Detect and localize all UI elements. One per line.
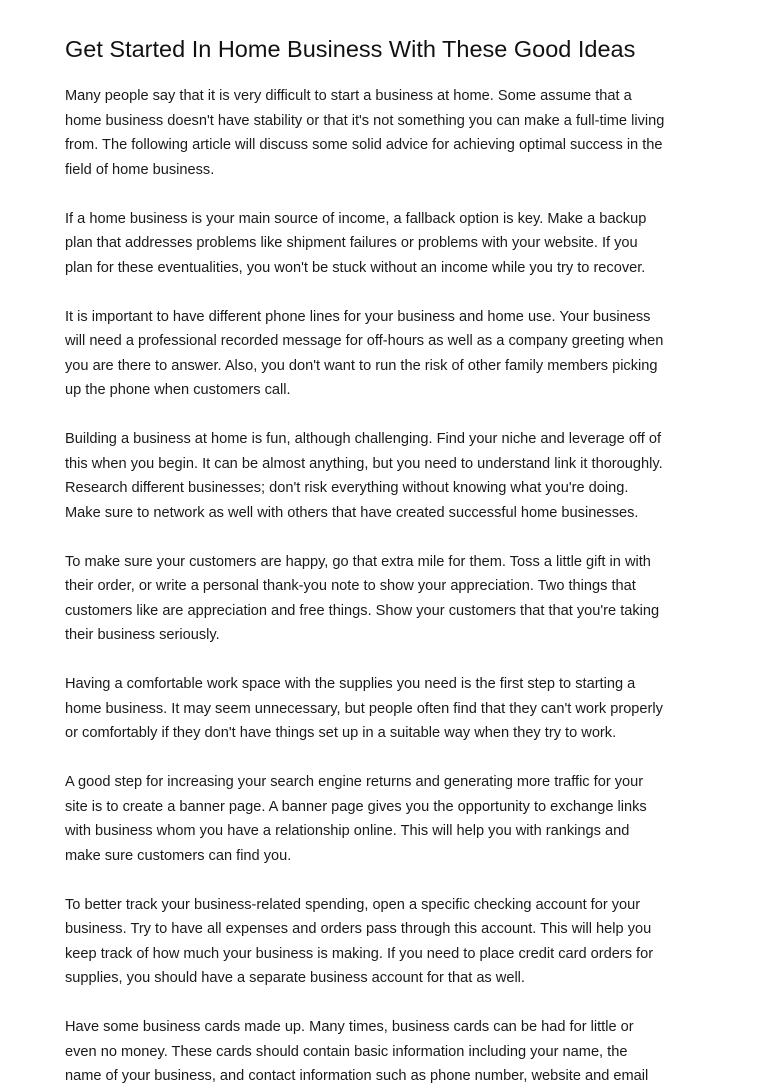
paragraph-line: business. Try to have all expenses and orders pass through this account. This will help you <box>65 921 652 937</box>
paragraph-line: customers like are appreciation and free things. Show your customers that that you're taking <box>65 602 660 619</box>
paragraph <box>65 770 708 868</box>
paragraph-line: will need a professional recorded message for off-hours as well as a company greeting when <box>65 333 664 349</box>
paragraph-line: To make sure your customers are happy, go that extra mile for them. Toss a little gift in with <box>65 553 651 570</box>
paragraph-line: even no money. These cards should contain basic information including your name, the <box>65 1043 628 1060</box>
paragraph-line: you are there to answer. Also, you don't want to run the risk of other family members picking <box>65 357 658 374</box>
paragraph-line: Research different businesses; don't risk everything without knowing what you're doing. <box>65 480 629 496</box>
paragraph-line: Make sure to network as well with others that have created successful home businesses. <box>65 504 639 521</box>
paragraph-line: plan for these eventualities, you won't be stuck without an income while you try to recover. <box>65 259 646 276</box>
paragraph <box>65 550 708 648</box>
paragraph-line: If a home business is your main source of income, a fallback option is key. Make a backup <box>65 210 647 227</box>
paragraph <box>65 427 708 525</box>
paragraph-line: name of your business, and contact information such as phone number, website and email <box>65 1068 649 1084</box>
paragraph <box>65 207 708 281</box>
paragraph-line: Having a comfortable work space with the supplies you need is the first step to starting a <box>65 676 636 692</box>
paragraph-line: keep track of how much your business is making. If you need to place credit card orders for <box>65 945 654 962</box>
paragraph-line: Building a business at home is fun, although challenging. Find your niche and leverage off of <box>65 431 662 447</box>
paragraph-line: this when you begin. It can be almost anything, but you need to understand link it thoroughly. <box>65 455 663 472</box>
paragraph-line: their order, or write a personal thank-you note to show your appreciation. Two things that <box>65 578 636 594</box>
paragraph-line: A good step for increasing your search engine returns and generating more traffic for your <box>65 774 644 790</box>
paragraph <box>65 893 708 991</box>
paragraph-line: plan that addresses problems like shipment failures or problems with your website. If you <box>65 235 638 251</box>
paragraph-line: site is to create a banner page. A banner page gives you the opportunity to exchange links <box>65 798 647 815</box>
paragraph-line: To better track your business-related spending, open a specific checking account for your <box>65 896 641 913</box>
paragraph <box>65 672 708 746</box>
paragraph-line: make sure customers can find you. <box>65 847 292 864</box>
paragraph-line: home business doesn't have stability or that it's not something you can make a full-time living <box>65 112 665 129</box>
paragraph <box>65 1015 708 1089</box>
paragraph-line: Have some business cards made up. Many times, business cards can be had for little or <box>65 1019 634 1035</box>
paragraph-line: with business whom you have a relationship online. This will help you with rankings and <box>65 823 630 839</box>
paragraph <box>65 305 708 403</box>
paragraph-line: or comfortably if they don't have things set up in a suitable way when they try to work. <box>65 725 617 741</box>
paragraph-line: It is important to have different phone lines for your business and home use. Your business <box>65 308 651 325</box>
paragraph-line: field of home business. <box>65 161 215 178</box>
paragraph-line: Many people say that it is very difficult to start a business at home. Some assume that a <box>65 88 632 104</box>
paragraph-line: their business seriously. <box>65 627 220 643</box>
paragraph-line: from. The following article will discuss some solid advice for achieving optimal success in the <box>65 137 663 153</box>
paragraph-line: supplies, you should have a separate business account for that as well. <box>65 970 525 986</box>
paragraph-line: home business. It may seem unnecessary, but people often find that they can't work properly <box>65 700 663 717</box>
document-title: Get Started In Home Business With These Good Ideas <box>65 36 636 62</box>
paragraph-line: up the phone when customers call. <box>65 382 291 398</box>
paragraph <box>65 84 708 182</box>
